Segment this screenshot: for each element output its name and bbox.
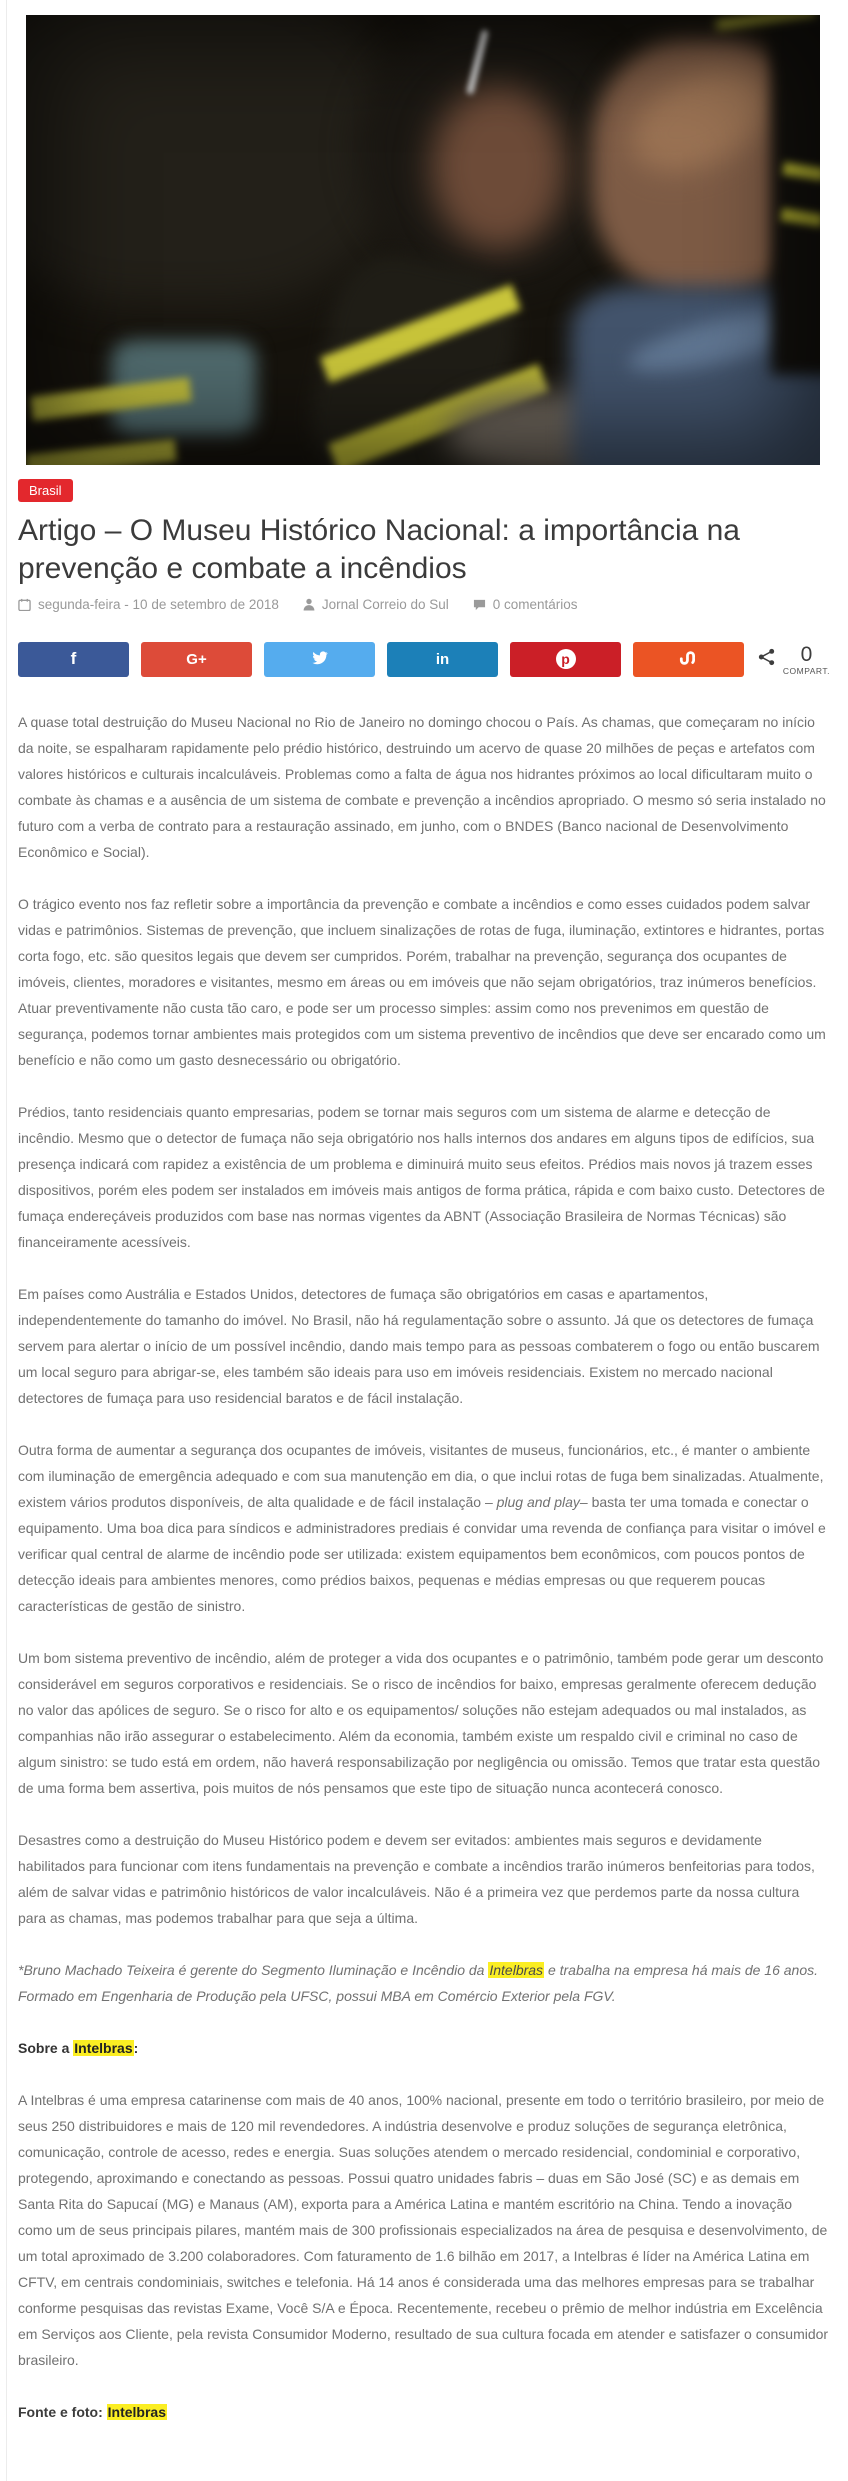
hero-vignette xyxy=(26,15,820,465)
meta-author xyxy=(303,597,449,612)
comment-icon xyxy=(473,598,486,611)
share-stumbleupon-button[interactable] xyxy=(633,642,744,677)
paragraph: Em países como Austrália e Estados Unidos, detectores de fumaça são obrigatórios em casas e apartamentos, independentemente do tamanho do imóvel. No Brasil, não há regulamentação sobre o assunto. Já que os detectores de fumaça servem para alertar o início de um possível incêndio, dando mais tempo para as pessoas combaterem o fogo ou então buscarem um local seguro para abrigar-se, eles também são ideais para uso em imóveis residenciais. Existem no mercado nacional detectores de fumaça para uso residencial baratos e de fácil instalação. xyxy=(18,1285,820,1406)
about-heading-text: Sobre a xyxy=(18,2039,74,2056)
category-badge-brasil[interactable]: Brasil xyxy=(18,479,73,502)
share-googleplus-button[interactable] xyxy=(141,642,252,677)
twitter-icon xyxy=(311,650,328,668)
share-linkedin-button[interactable] xyxy=(387,642,498,677)
bio-text: e trabalha na empresa há mais de 16 anos. Formado em Engenharia de Produção pela UFSC, possui MBA em Comércio Exterior pela FGV. xyxy=(18,1961,819,2004)
meta-author-text: Jornal Correio do Sul xyxy=(321,596,449,612)
user-icon xyxy=(303,598,315,611)
pinterest-icon: p xyxy=(556,649,576,669)
share-bar xyxy=(18,642,830,677)
meta-comments-text: 0 comentários xyxy=(492,596,578,612)
page-title: Artigo – O Museu Histórico Nacional: a importância na prevenção e combate a incêndios xyxy=(18,514,740,586)
bio-text: *Bruno Machado Teixeira é gerente do Segmento Iluminação e Incêndio da xyxy=(18,1961,489,1978)
share-icon xyxy=(758,648,775,671)
intelbras-highlighted-link[interactable]: Intelbras xyxy=(489,1961,544,1978)
meta-comments xyxy=(473,597,578,612)
about-paragraph: A Intelbras é uma empresa catarinense com mais de 40 anos, 100% nacional, presente em todo o território brasileiro, por meio de seus 250 distribuidores e mais de 120 mil revendedores. A indústria desenvolve e produz soluções de segurança eletrônica, comunicação, controle de acesso, redes e energia. Suas soluções atendem o mercado residencial, condominial e corporativo, protegendo, aproximando e conectando as pessoas. Possui quatro unidades fabris – duas em São José (SC) e as demais em Santa Rita do Sapucaí (MG) e Manaus (AM), exporta para a América Latina e mantém escritório na China. Tendo a inovação como um de seus principais pilares, mantém mais de 300 profissionais especializados na área de pesquisa e desenvolvimento, de um total aproximado de 3.200 colaboradores. Com faturamento de 1.6 bilhão em 2017, a Intelbras é líder na América Latina em CFTV, em centrais condominiais, switches e telefonia. Há 14 anos é considerada uma das melhores empresas para se trabalhar conforme pesquisas das revistas Exame, Você S/A e Época. Recentemente, recebeu o prêmio de melhor indústria em Excelência em Serviços aos Cliente, pela revista Consumidor Moderno, resultado de sua cultura focada em atender e satisfazer o consumidor brasileiro. xyxy=(18,2091,829,2368)
intelbras-highlighted-link[interactable]: Intelbras xyxy=(107,2403,167,2420)
paragraph-text: Outra forma de aumentar a segurança dos ocupantes de imóveis, visitantes de museus, funcionários, etc., é manter o ambiente com iluminação de emergência adequado e com sua manutenção em dia, o que inclui rotas de fuga bem sinalizadas. Atualmente, existem vários produtos disponíveis, de alta qualidade e de fácil instalação – xyxy=(18,1441,824,1510)
paragraph: O trágico evento nos faz refletir sobre a importância da prevenção e combate a incêndios e como esses cuidados podem salvar vidas e patrimônios. Sistemas de prevenção, que incluem sinalizações de rotas de fuga, iluminação, extintores e hidrantes, portas corta fogo, etc. são quesitos legais que devem ser cumpridos. Porém, trabalhar na prevenção, segurança dos ocupantes de imóveis, clientes, moradores e visitantes, mesmo em áreas ou em imóveis que não sejam obrigatórios, traz inúmeros benefícios. Atuar preventivamente não custa tão caro, e pode ser um processo simples: assim como nos prevenimos em questão de segurança, podemos tornar ambientes mais protegidos com um sistema preventivo de incêndios que deve ser encarado como um benefício e não como um gasto desnecessário ou obrigatório. xyxy=(18,895,826,1068)
about-heading xyxy=(18,2035,830,2061)
share-facebook-button[interactable] xyxy=(18,642,129,677)
share-count: 0 xyxy=(800,642,813,666)
source-line xyxy=(18,2399,830,2425)
meta-date xyxy=(18,597,279,612)
paragraph xyxy=(18,1437,830,1619)
meta-date-text: segunda-feira - 10 de setembro de 2018 xyxy=(38,596,279,612)
page-left-border xyxy=(6,0,7,2481)
source-label: Fonte e foto: xyxy=(18,2403,107,2420)
share-buttons xyxy=(18,642,744,677)
author-bio xyxy=(18,1957,830,2009)
calendar-icon xyxy=(18,598,31,611)
about-heading-text: : xyxy=(133,2039,139,2056)
share-count-label: COMPART. xyxy=(782,665,830,676)
stumbleupon-icon xyxy=(679,651,699,668)
article-body xyxy=(18,709,830,2425)
share-twitter-button[interactable] xyxy=(264,642,375,677)
paragraph-text: – basta ter uma tomada e conectar o equipamento. Uma boa dica para síndicos e administradores prediais é convidar uma revenda de confiança para visitar o imóvel e verificar qual central de alarme de incêndio pode ser utilizada: existem equipamentos bem econômicos, com poucos pontos de detecção ideais para ambientes menores, como prédios baixos, pequenas e médias empresas ou que requerem poucas características de gestão de sinistro. xyxy=(18,1493,826,1614)
paragraph: Desastres como a destruição do Museu Histórico podem e devem ser evitados: ambientes mais seguros e devidamente habilitados para funcionar com itens fundamentais na prevenção e combate a incêndios trarão inúmeros benfeitorias para todos, além de salvar vidas e patrimônio históricos de valor incalculáveis. Não é a primeira vez que perdemos parte da nossa cultura para as chamas, mas podemos trabalhar para que seja a última. xyxy=(18,1831,815,1926)
linkedin-icon: in xyxy=(435,650,450,668)
plug-and-play-italic: plug and play xyxy=(496,1493,580,1510)
paragraph: A quase total destruição do Museu Nacional no Rio de Janeiro no domingo chocou o País. As chamas, que começaram no início da noite, se espalharam rapidamente pelo prédio histórico, destruindo um acervo de quase 20 milhões de peças e artefatos com valores históricos e culturais incalculáveis. Problemas como a falta de água nos hidrantes próximos ao local dificultaram muito o combate às chamas e a ausência de um sistema de combate e prevenção a incêndios apropriado. O mesmo só seria instalado no futuro com a verba de contrato para a restauração assinado, em junho, com o BNDES (Banco nacional de Desenvolvimento Econômico e Social). xyxy=(18,713,826,860)
paragraph: Prédios, tanto residenciais quanto empresarias, podem se tornar mais seguros com um sistema de alarme e detecção de incêndio. Mesmo que o detector de fumaça não seja obrigatório nos halls internos dos andares em alguns tipos de edifícios, sua presença indicará com rapidez a existência de um problema e diminuirá muito seus efeitos. Prédios mais novos já trazem esses dispositivos, porém eles podem ser instalados em imóveis mais antigos de forma prática, rápida e com baixo custo. Detectores de fumaça endereçáveis produzidos com base nas normas vigentes da ABNT (Associação Brasileira de Normas Técnicas) são financeiramente acessíveis. xyxy=(18,1103,825,1250)
hero-image-firefighters xyxy=(26,15,820,465)
paragraph: Um bom sistema preventivo de incêndio, além de proteger a vida dos ocupantes e o patrimônio, também pode gerar um desconto considerável em seguros corporativos e residenciais. Se o risco de incêndios for baixo, empresas geralmente oferecem dedução no valor das apólices de seguro. Se o risco for alto e os equipamentos/ soluções não estejam adequados ou mal instalados, as companhias não irão assegurar o estabelecimento. Além da economia, também existe um respaldo civil e criminal no caso de algum sinistro: se tudo está em ordem, não haverá responsabilização por negligência ou omissão. Temos que tratar esta questão de uma forma bem assertiva, pois muitos de nós pensamos que este tipo de situação nunca acontecerá conosco. xyxy=(18,1649,824,1796)
intelbras-highlighted-link[interactable]: Intelbras xyxy=(74,2039,133,2056)
article-meta xyxy=(18,597,830,612)
share-pinterest-button[interactable] xyxy=(510,642,621,677)
facebook-icon: f xyxy=(70,649,77,669)
share-count-block xyxy=(744,644,830,676)
googleplus-icon: G+ xyxy=(186,650,207,668)
